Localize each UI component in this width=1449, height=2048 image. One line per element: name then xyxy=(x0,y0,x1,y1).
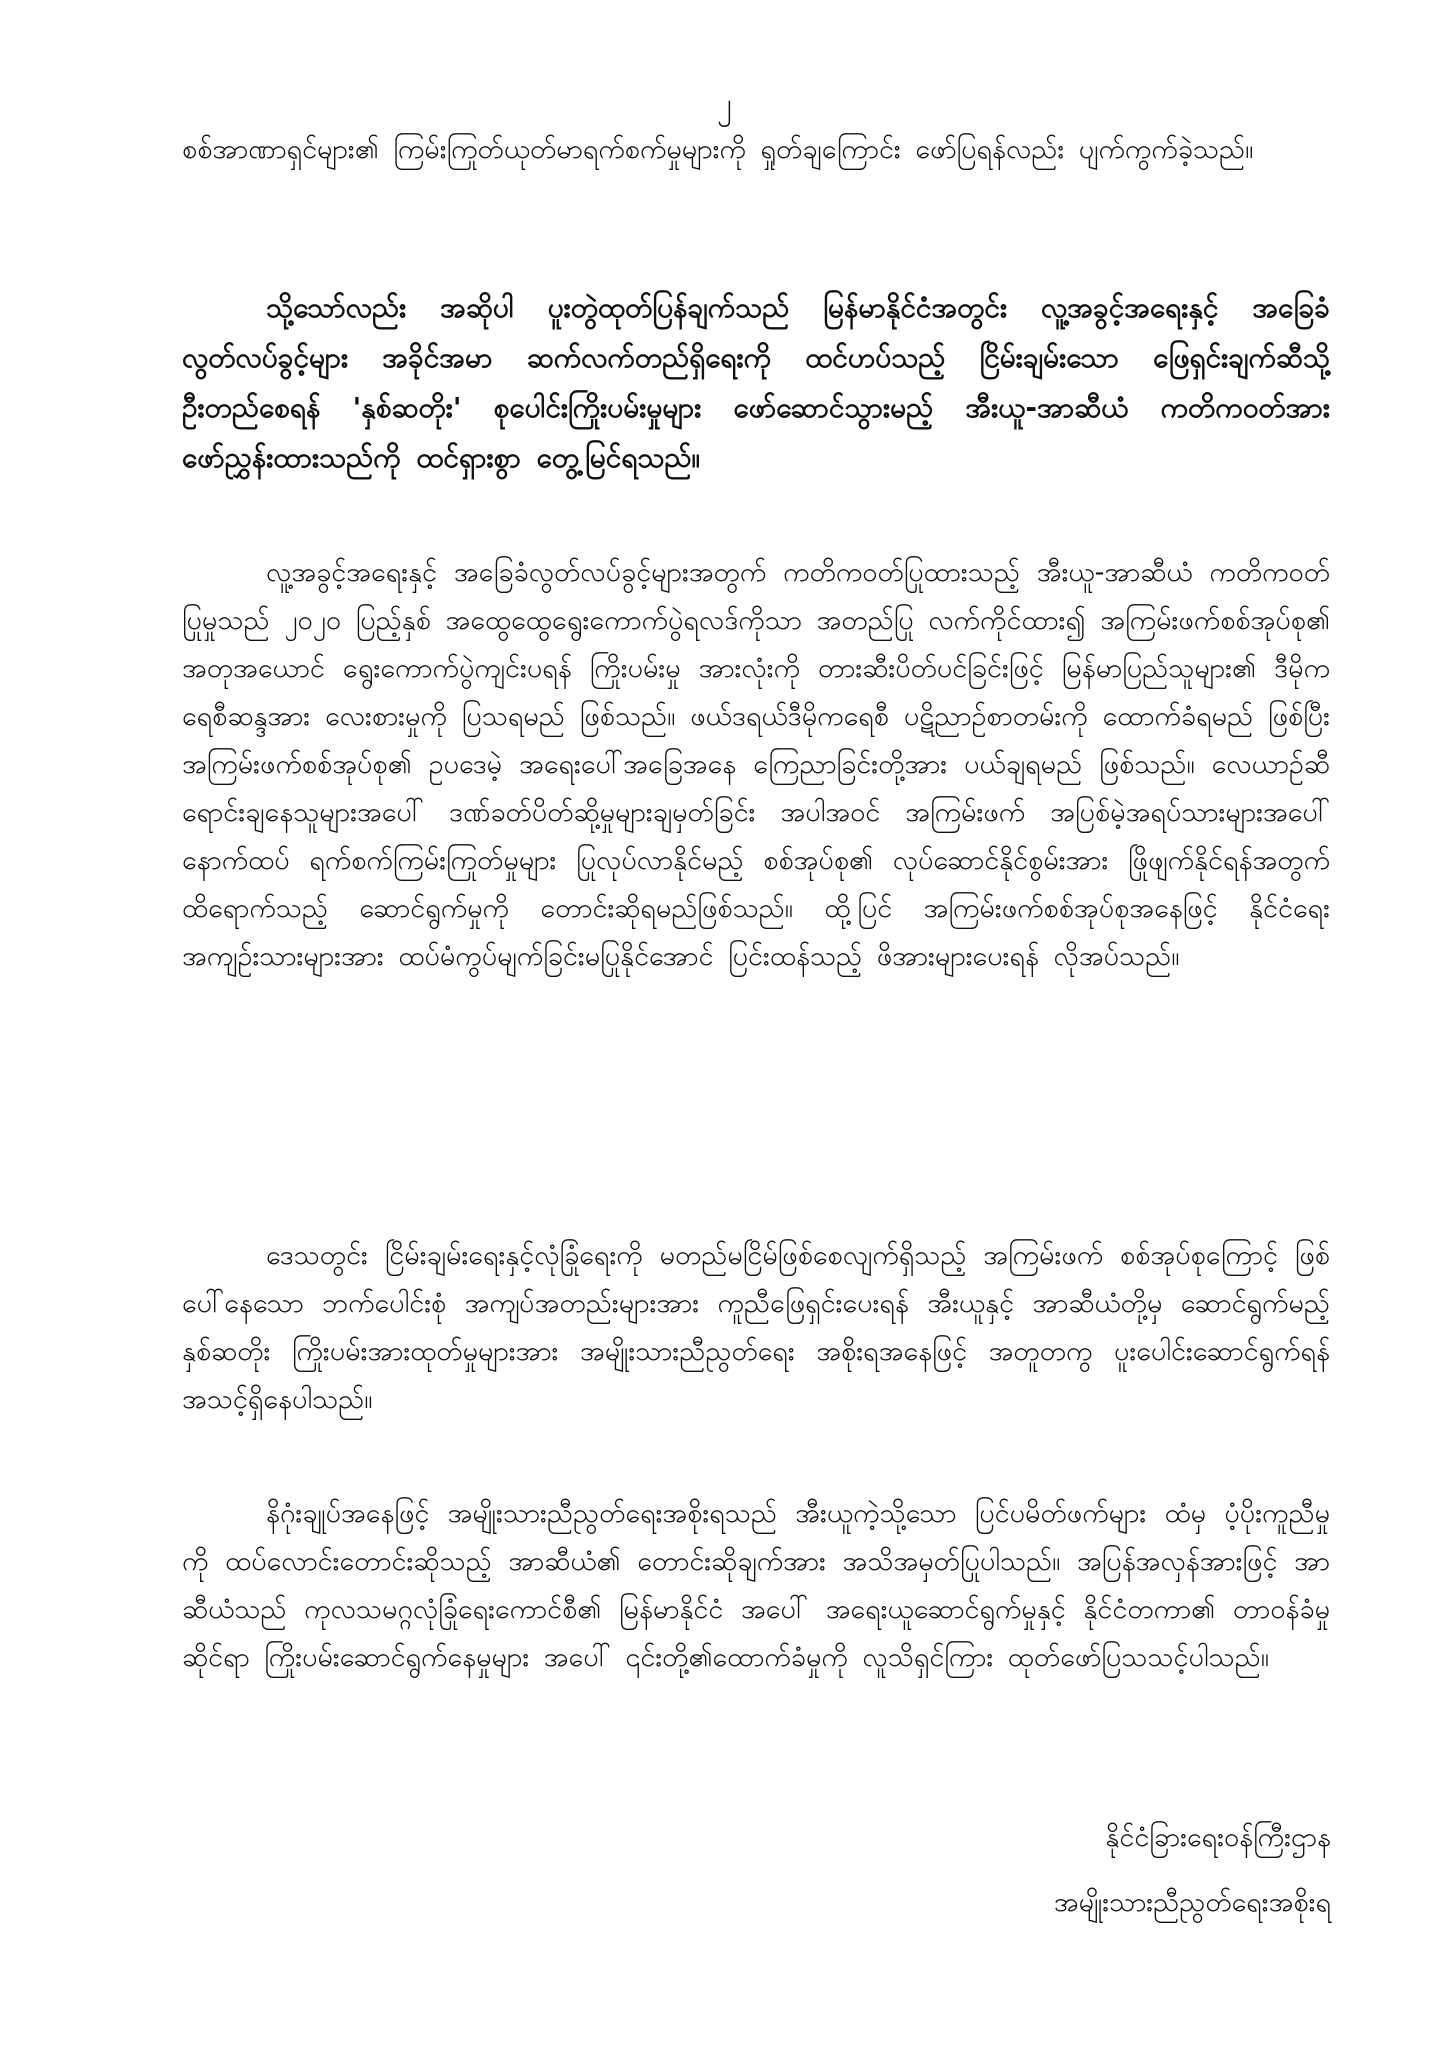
paragraph-2-highlight: သို့သော်လည်း အဆိုပါ ပူးတွဲထုတ်ပြန်ချက်သည် မြန်မာနိုင်ငံအတွင်း လူ့အခွင့်အရေးနှင့် အခြေခံလွတ်လပ်ခွင့်များ အခိုင်အမာ ဆက်လက်တည်ရှိရေးကို ထင်ဟပ်သည့် ငြိမ်းချမ်းသော ဖြေရှင်းချက်ဆီသို့ ဦးတည်စေရန် 'နှစ်ဆတိုး' စုပေါင်းကြိုးပမ်းမှုများ ဖော်ဆောင်သွားမည့် အီးယူ-အာဆီယံ ကတိကဝတ်အား ဖော်ညွှန်းထားသည်ကို ထင်ရှားစွာ တွေ့မြင်ရသည်။ xyxy=(182,291,1330,474)
page-number: ၂ xyxy=(717,87,732,122)
paragraph-3: လူ့အခွင့်အရေးနှင့် အခြေခံလွတ်လပ်ခွင့်များအတွက် ကတိကဝတ်ပြုထားသည့် အီးယူ-အာဆီယံ ကတိကဝတ်ပြုမှုသည် ၂၀၂၀ ပြည့်နှစ် အထွေထွေရွေးကောက်ပွဲရလဒ်ကိုသာ အတည်ပြု လက်ကိုင်ထား၍ အကြမ်းဖက်စစ်အုပ်စု၏ အတုအယောင် ရွေးကောက်ပွဲကျင်းပရန် ကြိုးပမ်းမှု အားလုံးကို တားဆီးပိတ်ပင်ခြင်းဖြင့် မြန်မာပြည်သူများ၏ ဒီမိုကရေစီဆန္ဒအား လေးစားမှုကို ပြသရမည် ဖြစ်သည်။ ဖယ်ဒရယ်ဒီမိုကရေစီ ပဋိညာဉ်စာတမ်းကို ထောက်ခံရမည် ဖြစ်ပြီး အကြမ်းဖက်စစ်အုပ်စု၏ ဥပဒေမဲ့ အရေးပေါ်အခြေအနေ ကြေညာခြင်းတို့အား ပယ်ချရမည် ဖြစ်သည်။ လေယာဉ်ဆီ ရောင်းချနေသူများအပေါ် ဒဏ်ခတ်ပိတ်ဆို့မှုများချမှတ်ခြင်း အပါအဝင် အကြမ်းဖက် အပြစ်မဲ့အရပ်သားများအပေါ် နောက်ထပ် ရက်စက်ကြမ်းကြုတ်မှုများ ပြုလုပ်လာနိုင်မည့် စစ်အုပ်စု၏ လုပ်ဆောင်နိုင်စွမ်းအား ဖြိုဖျက်နိုင်ရန်အတွက် ထိရောက်သည့် ဆောင်ရွက်မှုကို တောင်းဆိုရမည်ဖြစ်သည်။ ထို့ပြင် အကြမ်းဖက်စစ်အုပ်စုအနေဖြင့် နိုင်ငံရေး အကျဉ်းသားများအား ထပ်မံကွပ်မျက်ခြင်းမပြုနိုင်အောင် ပြင်းထန်သည့် ဖိအားများပေးရန် လိုအပ်သည်။ xyxy=(182,557,1330,972)
signature-ministry: နိုင်ငံခြားရေးဝန်ကြီးဌာန xyxy=(1105,1822,1331,1853)
paragraph-1: စစ်အာဏာရှင်များ၏ ကြမ်းကြုတ်ယုတ်မာရက်စက်မှုများကို ရှုတ်ချကြောင်း ဖော်ပြရန်လည်း ပျက်ကွက်ခဲ့သည်။ xyxy=(182,134,1254,165)
paragraph-4: ဒေသတွင်း ငြိမ်းချမ်းရေးနှင့်လုံခြုံရေးကို မတည်မငြိမ်ဖြစ်စေလျက်ရှိသည့် အကြမ်းဖက် စစ်အုပ်စုကြောင့် ဖြစ်ပေါ်နေသော ဘက်ပေါင်းစုံ အကျပ်အတည်းများအား ကူညီဖြေရှင်းပေးရန် အီးယူနှင့် အာဆီယံတို့မှ ဆောင်ရွက်မည့် နှစ်ဆတိုး ကြိုးပမ်းအားထုတ်မှုများအား အမျိုးသားညီညွတ်ရေး အစိုးရအနေဖြင့် အတူတကွ ပူးပေါင်းဆောင်ရွက်ရန် အသင့်ရှိနေပါသည်။ xyxy=(182,1240,1330,1415)
paragraph-5: နိဂုံးချုပ်အနေဖြင့် အမျိုးသားညီညွတ်ရေးအစိုးရသည် အီးယူကဲ့သို့သော ပြင်ပမိတ်ဖက်များ ထံမှ ပံ့ပိုးကူညီမှုကို ထပ်လောင်းတောင်းဆိုသည့် အာဆီယံ၏ တောင်းဆိုချက်အား အသိအမှတ်ပြုပါသည်။ အပြန်အလှန်အားဖြင့် အာဆီယံသည် ကုလသမဂ္ဂလုံခြုံရေးကောင်စီ၏ မြန်မာနိုင်ငံ အပေါ် အရေးယူဆောင်ရွက်မှုနှင့် နိုင်ငံတကာ၏ တာဝန်ခံမှုဆိုင်ရာ ကြိုးပမ်းဆောင်ရွက်နေမှုများ အပေါ် ၎င်းတို့၏ထောက်ခံမှုကို လူသိရှင်ကြား ထုတ်ဖော်ပြသသင့်ပါသည်။ xyxy=(182,1498,1330,1673)
signature-government: အမျိုးသားညီညွတ်ရေးအစိုးရ xyxy=(1053,1887,1331,1918)
